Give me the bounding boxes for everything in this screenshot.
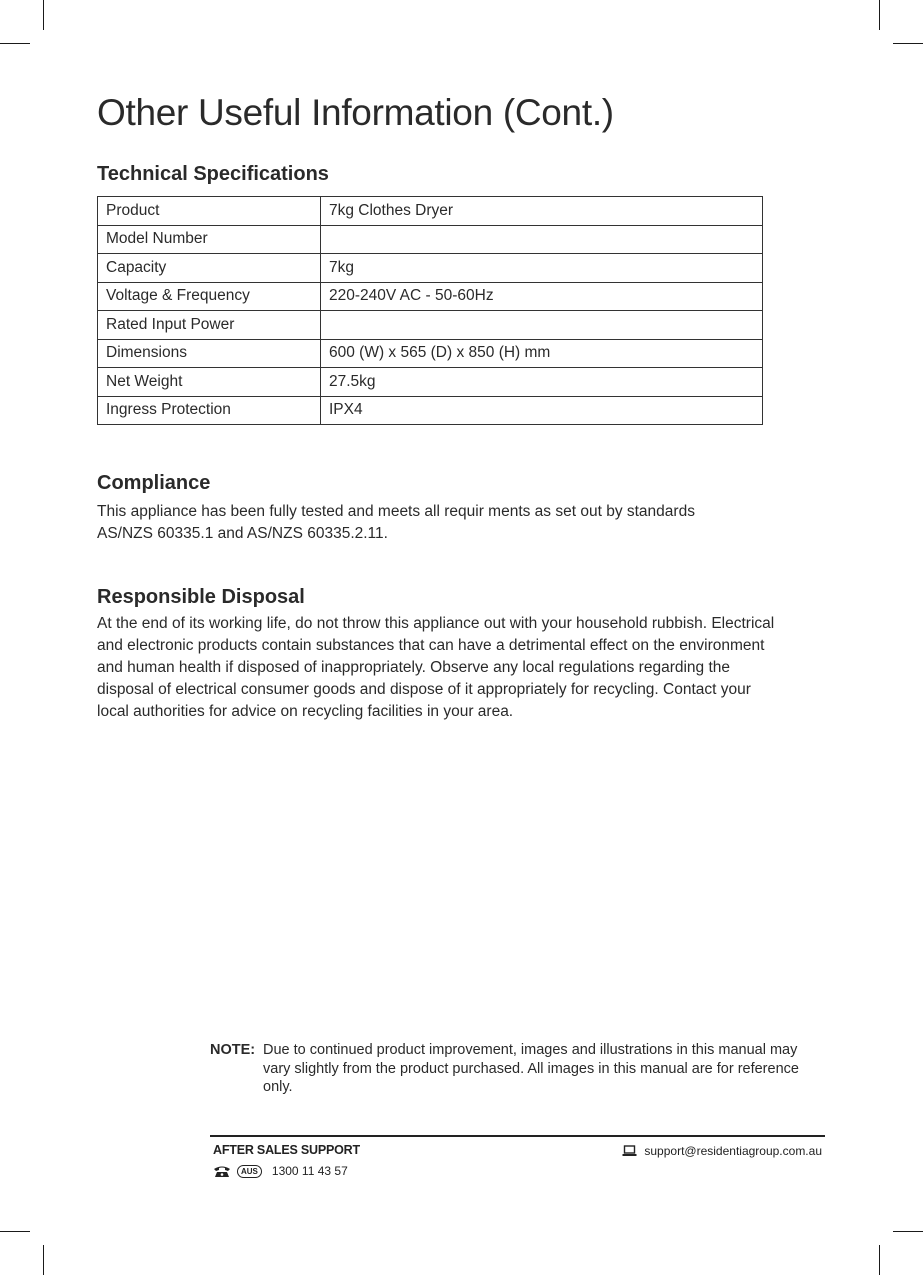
table-row (98, 197, 763, 226)
spec-label: Model Number (98, 225, 321, 254)
support-divider (210, 1135, 825, 1137)
support-email-address[interactable]: support@residentiagroup.com.au (644, 1144, 822, 1158)
page-title: Other Useful Information (Cont.) (97, 92, 614, 133)
crop-mark (893, 1231, 923, 1232)
compliance-heading: Compliance (97, 472, 211, 494)
crop-mark (879, 1245, 880, 1275)
laptop-icon (622, 1145, 637, 1157)
spec-label: Dimensions (98, 339, 321, 368)
crop-mark (879, 0, 880, 30)
spec-label: Ingress Protection (98, 396, 321, 425)
spec-label: Capacity (98, 254, 321, 283)
spec-label: Product (98, 197, 321, 226)
spec-label: Voltage & Frequency (98, 282, 321, 311)
disposal-heading: Responsible Disposal (97, 586, 305, 608)
region-badge: AUS (237, 1165, 262, 1178)
spec-value: 600 (W) x 565 (D) x 850 (H) mm (321, 339, 763, 368)
table-row (98, 282, 763, 311)
table-row (98, 311, 763, 340)
crop-mark (0, 43, 30, 44)
spec-value: 27.5kg (321, 368, 763, 397)
table-row (98, 254, 763, 283)
crop-mark (43, 1245, 44, 1275)
spec-value (321, 311, 763, 340)
support-email (622, 1144, 822, 1158)
table-row (98, 225, 763, 254)
note-block (210, 1041, 825, 1097)
telephone-icon (213, 1165, 231, 1178)
crop-mark (43, 0, 44, 30)
support-phone-number[interactable]: 1300 11 43 57 (271, 1164, 348, 1178)
support-phone (213, 1162, 348, 1180)
spec-value: IPX4 (321, 396, 763, 425)
crop-mark (0, 1231, 30, 1232)
disposal-text: At the end of its working life, do not throw this appliance out with your household rubbish. Electrical and electronic products contain substances that can have a detrimental effect on the environment and human health if disposed of inappropriately. Observe any local regulations regarding the disposal of electrical consumer goods and dispose of it appropriately for recycling. Contact your local authorities for advice on recycling facilities in your area. (97, 615, 775, 720)
compliance-text: This appliance has been fully tested and meets all requir ments as set out by standards AS/NZS 60335.1 and AS/NZS 60335.2.11. (97, 503, 695, 542)
note-text: Due to continued product improvement, images and illustrations in this manual may vary slightly from the product purchased. All images in this manual are for reference only. (263, 1042, 799, 1095)
spec-label: Rated Input Power (98, 311, 321, 340)
spec-label: Net Weight (98, 368, 321, 397)
note-label: NOTE: (210, 1042, 256, 1058)
crop-mark (893, 43, 923, 44)
table-row (98, 396, 763, 425)
table-row (98, 339, 763, 368)
table-row (98, 368, 763, 397)
spec-table (97, 196, 763, 425)
spec-value (321, 225, 763, 254)
spec-value: 7kg Clothes Dryer (321, 197, 763, 226)
tech-specs-heading: Technical Specifications (97, 163, 329, 185)
support-title: AFTER SALES SUPPORT (213, 1143, 360, 1157)
spec-value: 220-240V AC - 50-60Hz (321, 282, 763, 311)
spec-value: 7kg (321, 254, 763, 283)
